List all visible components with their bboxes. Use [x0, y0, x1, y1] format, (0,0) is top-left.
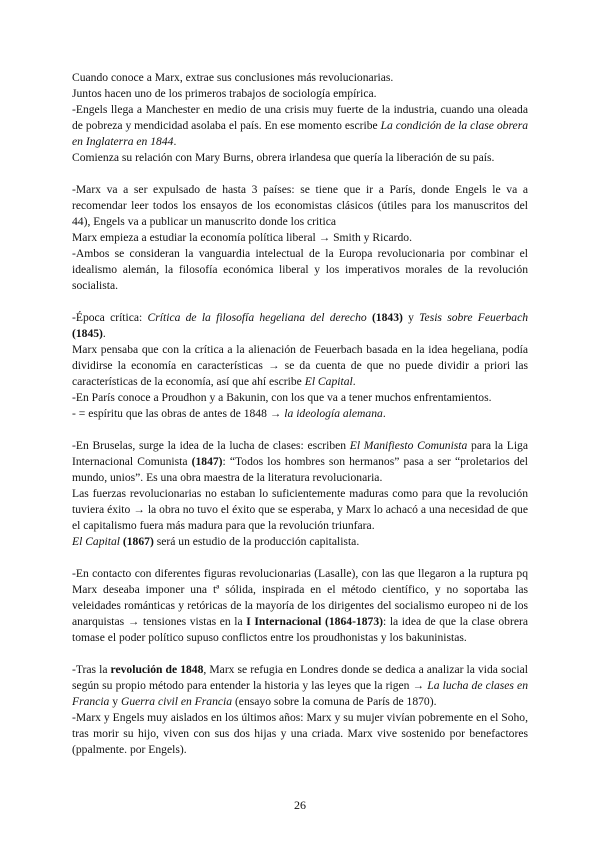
book-title: La lucha de clases en Francia [72, 679, 528, 708]
paragraph: -En París conoce a Proudhon y a Bakunin, con los que va a tener muchos enfrentamientos. [72, 391, 492, 404]
paragraph: -Marx y Engels muy aislados en los últimos años: Marx y su mujer vivían pobremente en el Soho, tras morir su hijo, viven con sus dos hijas y una criada. Marx vive sostenido por benefactores (ppalmente. por Engels). [72, 711, 528, 756]
book-title: El Capital [72, 535, 120, 548]
paragraph: Marx pensaba que con la crítica a la alienación de Feuerbach basada en la idea hegeliana, podía dividirse la economía en características → se da cuenta de que no puede dividir a priori las características de la economía, así que ahí escribe El Capital. [72, 343, 528, 388]
paragraph: -En contacto con diferentes figuras revolucionarias (Lasalle), con las que llegaron a la ruptura pq Marx deseaba imponer una tª sólida, inspirada en el método científico, y no soportaba las veleidades románticas y retóricas de la mayoría de los dirigentes del socialismo europeo ni de los anarquistas → tensiones vistas en la I Internacional (1864-1873): la idea de que la clase obrera tomase el poder político supuso conflictos entre los proudhonistas y los bakuninistas. [72, 567, 528, 644]
book-title: Guerra civil en Francia [120, 695, 233, 708]
book-title: Crítica de la filosofía hegeliana del derecho [147, 311, 367, 324]
book-title: la ideología alemana [284, 407, 383, 420]
paragraph-gap [72, 294, 528, 310]
event-bold: revolución de 1848 [110, 663, 204, 676]
book-title: El Manifiesto Comunista [349, 439, 468, 452]
paragraph: -En Bruselas, surge la idea de la lucha de clases: escriben El Manifiesto Comunista para la Liga Internacional Comunista (1847): “Todos los hombres son hermanos” pasa a ser “proletarios del mundo, unios”. Es una obra maestra de la literatura revolucionaria. [72, 439, 528, 484]
year-bold: (1867) [120, 535, 154, 548]
paragraph-gap [72, 550, 528, 566]
book-title: Tesis sobre Feuerbach [419, 311, 529, 324]
year-bold: (1845) [72, 327, 103, 340]
paragraph: Cuando conoce a Marx, extrae sus conclusiones más revolucionarias. [72, 71, 394, 84]
page-number: 26 [294, 798, 306, 812]
year-bold: (1843) [366, 311, 403, 324]
paragraph: -Época crítica: Crítica de la filosofía hegeliana del derecho (1843) y Tesis sobre Feuerbach (1845). [72, 311, 529, 340]
paragraph: Marx empieza a estudiar la economía política liberal → Smith y Ricardo. [72, 231, 412, 244]
year-bold: (1847) [191, 455, 223, 468]
book-title: La condición de la clase obrera en Inglaterra en 1844 [72, 119, 528, 148]
paragraph-gap [72, 422, 528, 438]
paragraph: Comienza su relación con Mary Burns, obrera irlandesa que quería la liberación de su país. [72, 151, 495, 164]
paragraph: -Tras la revolución de 1848, Marx se refugia en Londres donde se dedica a analizar la vida social según su propio método para entender la historia y las leyes que la rigen → La lucha de clases en Francia y Guerra civil en Francia (ensayo sobre la comuna de París de 1870). [72, 663, 529, 708]
paragraph-gap [72, 646, 528, 662]
paragraph: -Marx va a ser expulsado de hasta 3 países: se tiene que ir a París, donde Engels le va a recomendar leer todos los ensayos de los economistas clásicos (útiles para los manuscritos del 44), Engels va a publicar un manuscrito donde los critica [72, 183, 528, 228]
paragraph-gap [72, 166, 528, 182]
paragraph: -Engels llega a Manchester en medio de una crisis muy fuerte de la industria, cuando una oleada de pobreza y mendicidad asolaba el país. En ese momento escribe La condición de la clase obrera en Inglaterra en 1844. [72, 103, 528, 148]
paragraph: -Ambos se consideran la vanguardia intelectual de la Europa revolucionaria por combinar el idealismo alemán, la filosofía económica liberal y los imperativos morales de la revolución socialista. [72, 247, 528, 292]
book-title: El Capital [304, 375, 353, 388]
paragraph: - = espíritu que las obras de antes de 1848 → la ideología alemana. [72, 407, 386, 420]
document-body [72, 70, 528, 758]
paragraph: El Capital (1867) será un estudio de la producción capitalista. [72, 535, 360, 548]
paragraph: Las fuerzas revolucionarias no estaban lo suficientemente maduras como para que la revolución tuviera éxito → la obra no tuvo el éxito que se esperaba, y Marx lo achacó a una necesidad de que el capitalismo fuera más madura para que la revolución triunfara. [72, 487, 528, 532]
event-bold: I Internacional (1864-1873) [246, 615, 383, 628]
paragraph: Juntos hacen uno de los primeros trabajos de sociología empírica. [72, 87, 377, 100]
